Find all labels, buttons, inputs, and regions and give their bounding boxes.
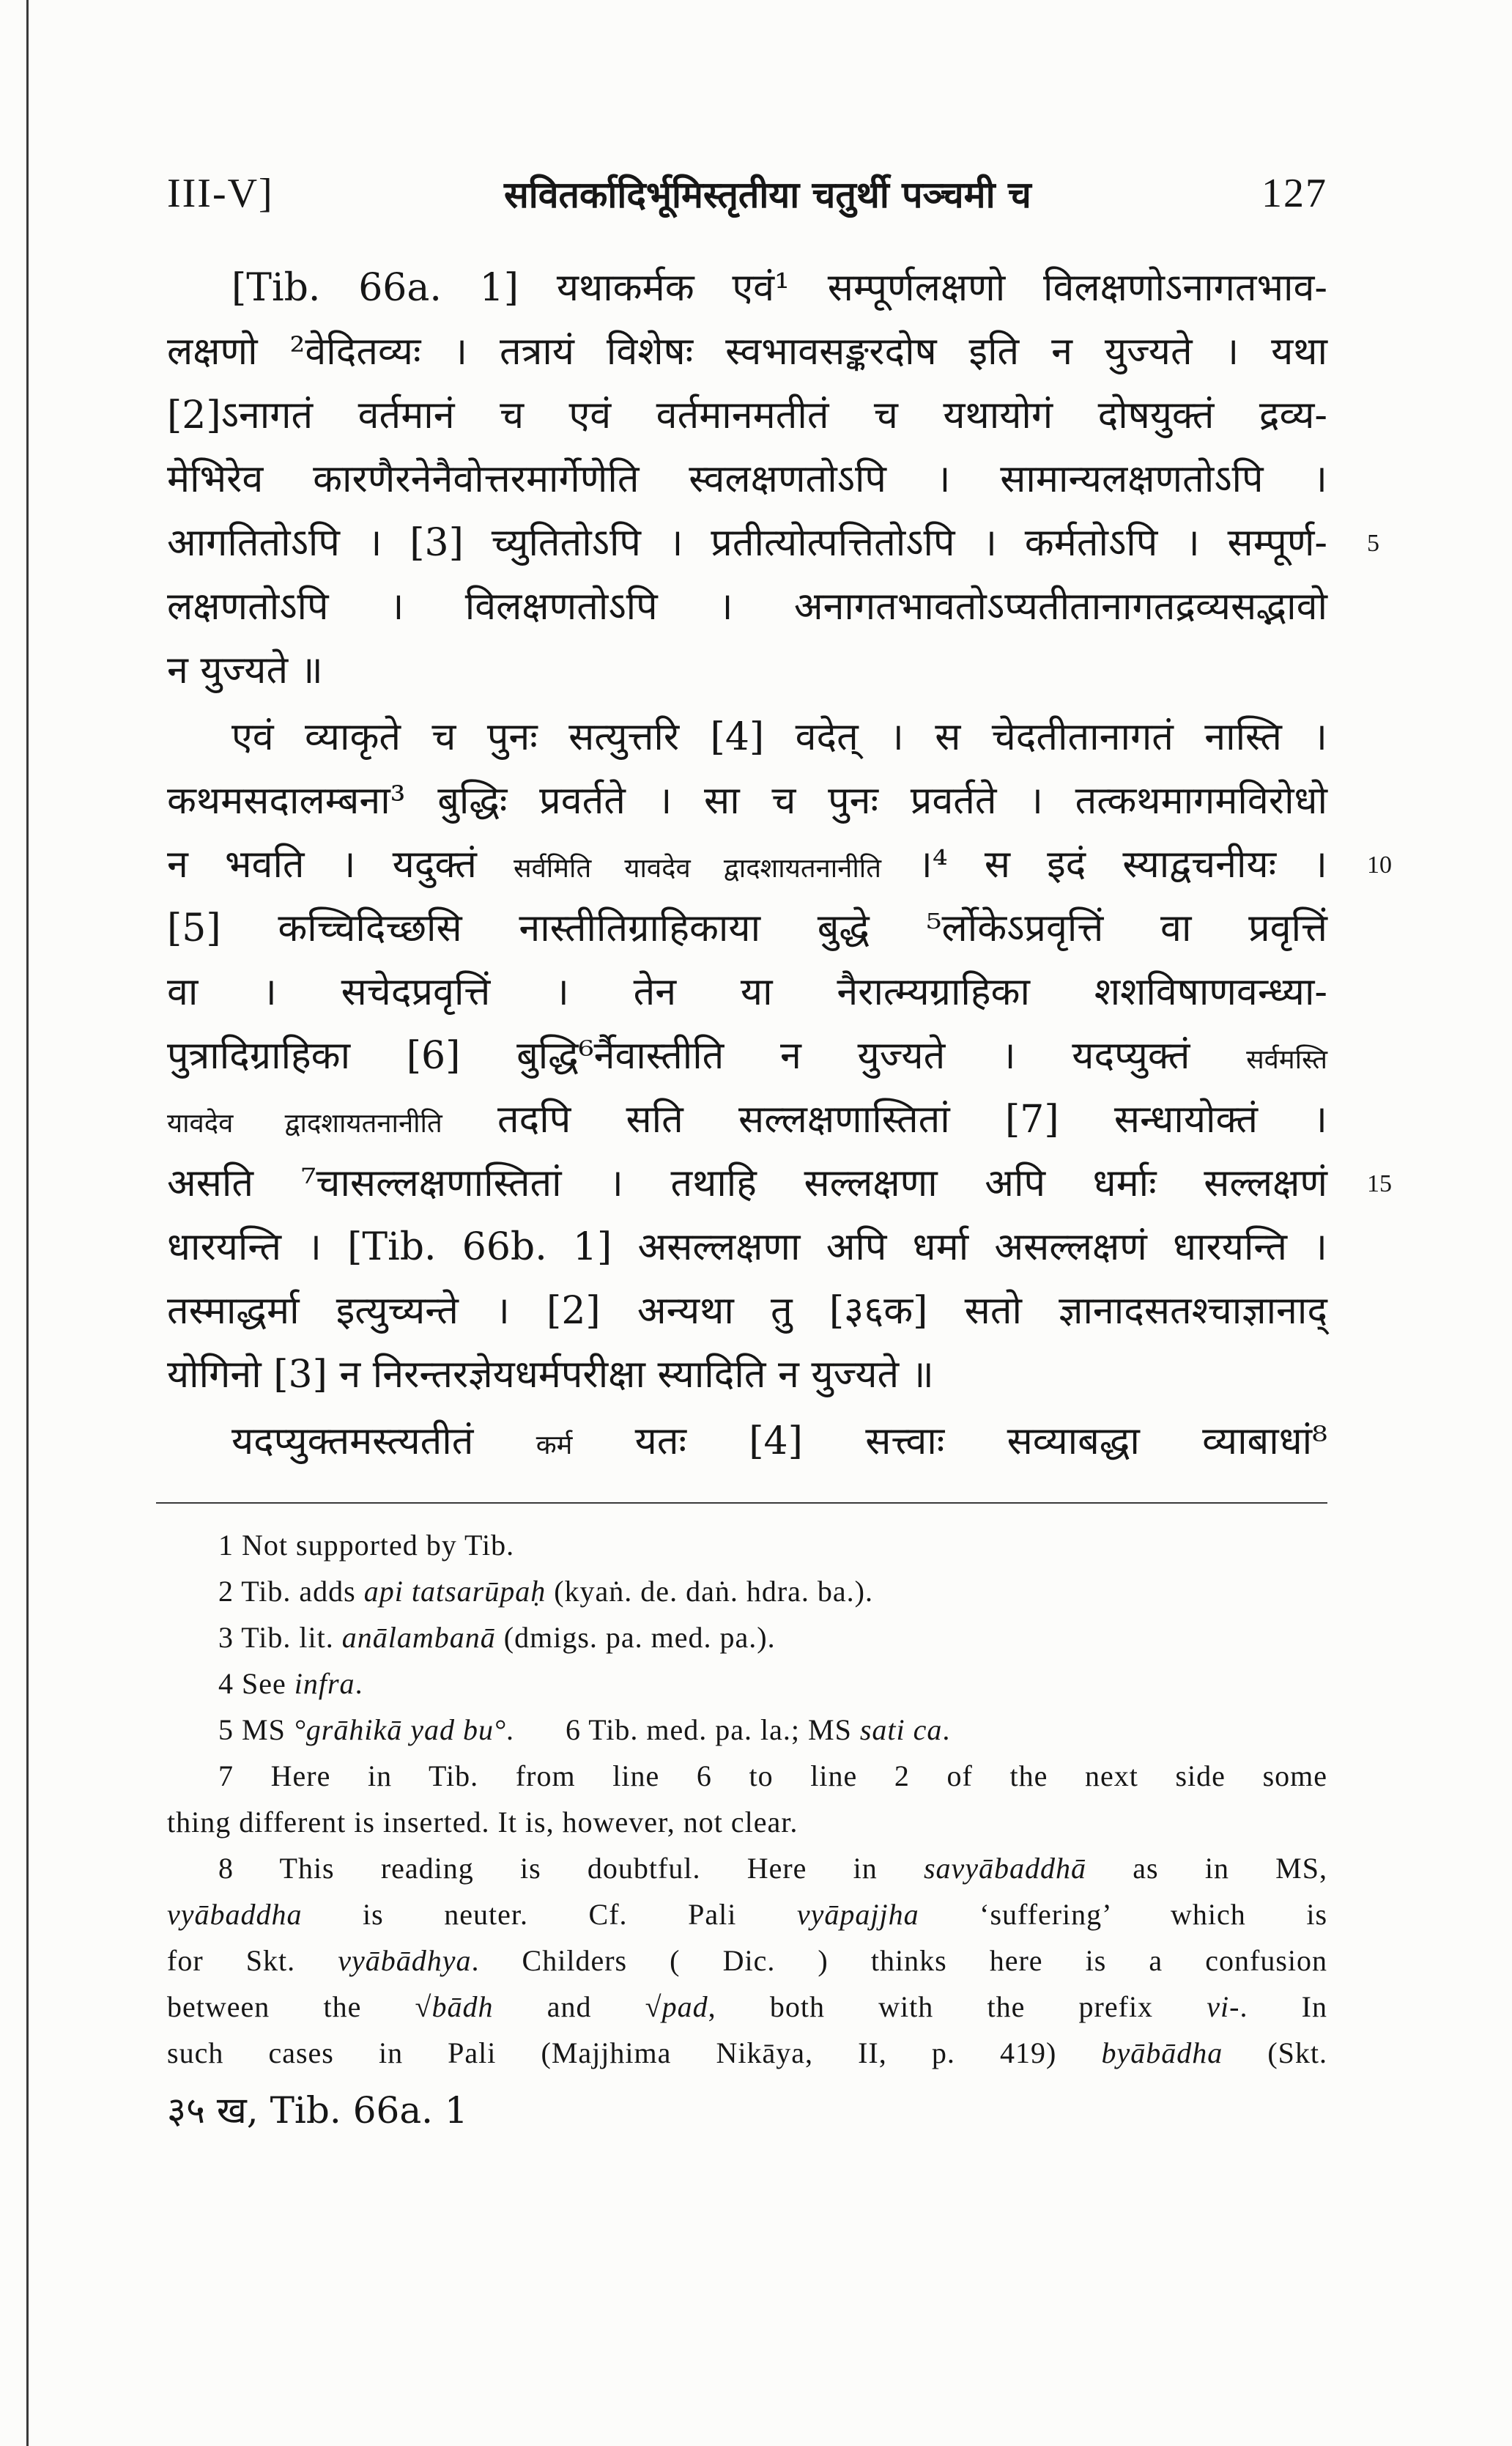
text-run: [2]ऽनागतं वर्तमानं च एवं वर्तमानमतीतं च यथायोगं दोषयुक्तं द्रव्य- <box>167 393 1327 437</box>
line-text <box>167 511 1327 575</box>
text-run: . <box>506 1713 514 1746</box>
paragraph-2 <box>167 706 1392 1407</box>
text-run: Tib. lit. <box>234 1621 342 1654</box>
text-run: ‘suffering’ which is <box>919 1898 1328 1931</box>
footnote-number: 7 <box>218 1759 234 1792</box>
running-header <box>167 167 1327 220</box>
footnote-number: 3 <box>218 1621 234 1654</box>
quoted-text-small: सर्वमस्ति <box>1246 1043 1327 1075</box>
footnote-line <box>167 1984 1327 2030</box>
text-run: तदपि सति सल्लक्षणास्तितां [7] सन्धायोक्तं । <box>442 1098 1327 1142</box>
line-text <box>167 897 1327 961</box>
italic-text: api tatsarūpaḥ <box>363 1575 546 1608</box>
italic-text: vyāpajjha <box>796 1898 919 1931</box>
footnote-4 <box>167 1660 1327 1707</box>
text-line <box>167 384 1327 448</box>
line-text <box>167 706 1327 769</box>
text-run: मेभिरेव कारणैरनेनैवोत्तरमार्गेणेति स्वलक्षणतोऽपि । सामान्यलक्षणतोऽपि । <box>167 457 1327 501</box>
italic-text: savyābaddhā <box>923 1852 1087 1885</box>
text-run: तस्माद्धर्मा इत्युच्यन्ते । [2] अन्यथा तु [३६क] सतो ज्ञानादसतश्चाज्ञानाद् <box>167 1289 1327 1333</box>
text-run: See <box>234 1667 294 1700</box>
footnote-6 <box>167 1753 1327 1845</box>
text-run: and <box>493 1990 645 2023</box>
text-run: Not supported by Tib. <box>234 1529 515 1562</box>
scan-binding-edge <box>26 0 29 2446</box>
text-line <box>167 897 1327 961</box>
text-run: यदप्युक्तमस्त्यतीतं <box>231 1419 536 1463</box>
running-title: सवितर्कादिर्भूमिस्तृतीया चतुर्थी पञ्चमी च <box>503 173 1031 216</box>
italic-text: anālambanā <box>341 1621 496 1654</box>
text-line <box>167 256 1327 320</box>
text-line <box>167 639 1327 703</box>
line-text <box>167 1152 1327 1216</box>
line-text <box>167 1279 1327 1343</box>
text-line <box>167 1343 1327 1407</box>
paragraph-1 <box>167 256 1379 703</box>
italic-text: vyābaddha <box>167 1898 303 1931</box>
text-run: योगिनो [3] न निरन्तरज्ञेयधर्मपरीक्षा स्यादिति न युज्यते ॥ <box>167 1353 934 1397</box>
text-line <box>167 511 1379 575</box>
main-text <box>167 256 1392 1474</box>
text-run: पुत्रादिग्राहिका [6] बुद्धि⁶र्नैवास्तीति न युज्यते । यदप्युक्तं <box>167 1034 1247 1078</box>
text-run: [Tib. 66a. 1] यथाकर्मक एवं¹ सम्पूर्णलक्षणो विलक्षणोऽनागतभाव- <box>231 266 1327 310</box>
text-run: आगतितोऽपि । [3] च्युतितोऽपि । प्रतीत्योत्पत्तितोऽपि । कर्मतोऽपि । सम्पूर्ण- <box>167 521 1327 565</box>
footnote-number: 2 <box>218 1575 234 1608</box>
footnote-line <box>167 1707 1327 1753</box>
text-line <box>167 1279 1327 1343</box>
footnote-line <box>167 1891 1327 1937</box>
line-text <box>167 769 1327 833</box>
italic-text: infra <box>294 1667 355 1700</box>
margin-line-number: 15 <box>1367 1170 1392 1197</box>
line-text <box>167 1343 1327 1407</box>
footnote-divider <box>156 1502 1327 1504</box>
line-text <box>167 1410 1327 1477</box>
footnote-line <box>167 1845 1327 1891</box>
footnote-number: 4 <box>218 1667 234 1700</box>
line-text <box>167 448 1327 511</box>
text-run: as in MS, <box>1086 1852 1327 1885</box>
text-run: लक्षणो ²वेदितव्यः । तत्रायं विशेषः स्वभावसङ्करदोष इति न युज्यते । यथा <box>167 330 1327 374</box>
text-line <box>167 833 1392 897</box>
text-line <box>167 575 1327 639</box>
text-run: . In <box>1239 1990 1327 2023</box>
text-line <box>167 769 1327 833</box>
footnote-line <box>167 1614 1327 1660</box>
text-run: धारयन्ति । [Tib. 66b. 1] असल्लक्षणा अपि धर्मा असल्लक्षणं धारयन्ति । <box>167 1225 1327 1269</box>
italic-text: vi- <box>1207 1990 1240 2023</box>
signature-mark: ३५ ख, Tib. 66a. 1 <box>167 2089 468 2132</box>
footnote-line <box>167 1660 1327 1707</box>
text-run: . <box>355 1667 363 1700</box>
text-run: लक्षणतोऽपि । विलक्षणतोऽपि । अनागतभावतोऽप्यतीतानागतद्रव्यसद्भावो <box>167 585 1327 629</box>
quoted-text-small: कर्म <box>536 1429 573 1460</box>
text-run: . Childers ( Dic. ) thinks here is a confusion <box>471 1944 1328 1977</box>
line-text <box>167 961 1327 1024</box>
text-line <box>167 1024 1327 1088</box>
italic-text: √bādh <box>415 1990 494 2023</box>
line-text <box>167 639 1327 703</box>
footnote-line <box>167 1937 1327 1984</box>
text-run: thing different is inserted. It is, however, not clear. <box>167 1806 798 1839</box>
text-run: such cases in Pali (Majjhima Nikāya, II, p. 419) <box>167 2036 1102 2069</box>
italic-text: vyābādhya <box>338 1944 472 1977</box>
text-run: is neuter. Cf. Pali <box>302 1898 797 1931</box>
line-text <box>167 1088 1327 1155</box>
text-line <box>167 1152 1392 1216</box>
text-run: , both with the prefix <box>708 1990 1207 2023</box>
text-run: न भवति । यदुक्तं <box>167 843 514 887</box>
text-run: This reading is doubtful. Here in <box>234 1852 924 1885</box>
text-run: एवं व्याकृते च पुनः सत्युत्तरि [4] वदेत् । स चेदतीतानागतं नास्ति । <box>231 715 1327 759</box>
text-line <box>167 706 1327 769</box>
text-run: Tib. adds <box>234 1575 364 1608</box>
text-run: कथमसदालम्बना³ बुद्धिः प्रवर्तते । सा च पुनः प्रवर्तते । तत्कथमागमविरोधो <box>167 779 1327 823</box>
page-number: 127 <box>1261 171 1327 216</box>
quoted-text-small: यावदेव द्वादशायतनानीति <box>167 1107 442 1139</box>
text-run: Tib. med. pa. la.; MS <box>581 1713 860 1746</box>
footnote-7 <box>167 1845 1327 2076</box>
text-run: वा । सचेदप्रवृत्तिं । तेन या नैरात्म्यग्राहिका शशविषाणवन्ध्या- <box>167 970 1327 1014</box>
text-run: (kyaṅ. de. daṅ. hdra. ba.). <box>546 1575 873 1608</box>
quoted-text-small: सर्वमिति यावदेव द्वादशायतनानीति <box>514 852 881 884</box>
line-text <box>167 833 1327 900</box>
footnote-5 <box>167 1707 1327 1753</box>
text-run: (dmigs. pa. med. pa.). <box>495 1621 776 1654</box>
text-run: असति ⁷चासल्लक्षणास्तितां । तथाहि सल्लक्षणा अपि धर्माः सल्लक्षणं <box>167 1161 1327 1205</box>
footnote-number: 6 <box>566 1713 581 1746</box>
text-run: यतः [4] सत्त्वाः सव्याबद्धा व्याबाधां⁸ <box>572 1419 1327 1463</box>
footnote-line <box>167 1568 1327 1614</box>
text-line <box>167 1410 1327 1474</box>
margin-line-number: 5 <box>1367 530 1379 557</box>
line-text <box>167 256 1327 320</box>
footnote-line <box>167 1753 1327 1799</box>
text-line <box>167 1088 1327 1152</box>
italic-text: √pad <box>645 1990 708 2023</box>
text-run: ।⁴ स इदं स्याद्वचनीयः । <box>881 843 1328 887</box>
text-run: MS <box>234 1713 294 1746</box>
footnote-2 <box>167 1568 1327 1614</box>
text-run: (Skt. <box>1223 2036 1327 2069</box>
italic-text: sati ca <box>859 1713 943 1746</box>
footnote-number: 5 <box>218 1713 234 1746</box>
margin-line-number: 10 <box>1367 851 1392 879</box>
text-run: . <box>942 1713 951 1746</box>
line-text <box>167 575 1327 639</box>
footnote-3 <box>167 1614 1327 1660</box>
text-line <box>167 961 1327 1024</box>
paragraph-3 <box>167 1410 1327 1474</box>
text-line <box>167 448 1327 511</box>
footnote-line <box>167 1522 1327 1568</box>
footnote-number: 1 <box>218 1529 234 1562</box>
line-text <box>167 320 1327 384</box>
text-run: Here in Tib. from line 6 to line 2 of the next side some <box>234 1759 1327 1792</box>
footnote-line <box>167 2030 1327 2076</box>
line-text <box>167 1024 1327 1091</box>
section-reference: III-V] <box>167 171 274 216</box>
text-run: न युज्यते ॥ <box>167 649 323 692</box>
text-run: between the <box>167 1990 415 2023</box>
text-run: [5] कच्चिदिच्छसि नास्तीतिग्राहिकाया बुद्धे ⁵र्लोकेऽप्रवृत्तिं वा प्रवृत्तिं <box>167 906 1327 950</box>
text-line <box>167 1216 1327 1279</box>
footnote-number: 8 <box>218 1852 234 1885</box>
line-text <box>167 1216 1327 1279</box>
footnote-1 <box>167 1522 1327 1568</box>
italic-text: °grāhikā yad bu° <box>293 1713 506 1746</box>
line-text <box>167 384 1327 448</box>
text-run: for Skt. <box>167 1944 338 1977</box>
footnotes <box>167 1522 1327 2076</box>
footnote-line <box>167 1799 1327 1845</box>
text-line <box>167 320 1327 384</box>
italic-text: byābādha <box>1101 2036 1223 2069</box>
